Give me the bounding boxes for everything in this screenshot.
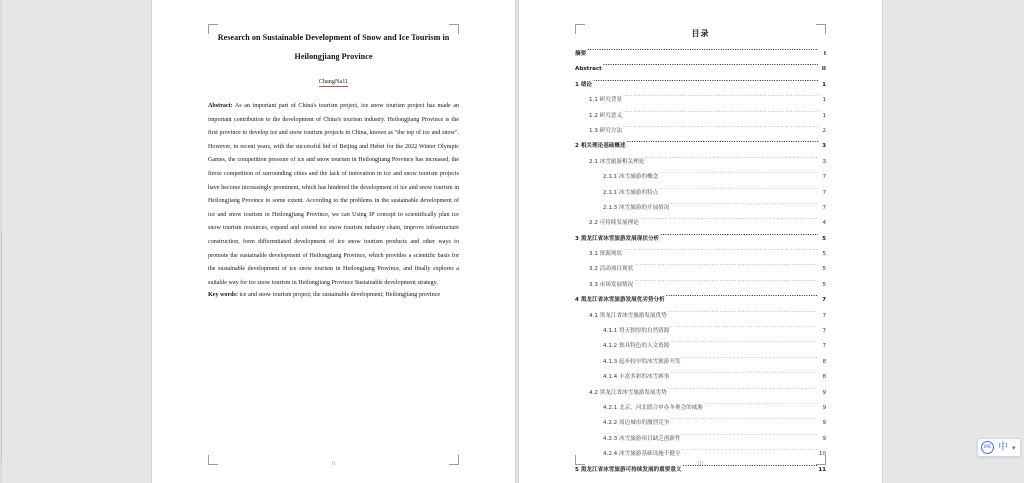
toc-entry-page-number: 8 bbox=[822, 374, 826, 381]
toc-leader-dots bbox=[645, 157, 818, 163]
toc-entry-label: 3.1 资源现状 bbox=[589, 251, 623, 258]
ime-floating-bar[interactable] bbox=[977, 438, 1021, 457]
toc-entry-page-number: 10 bbox=[818, 451, 826, 458]
toc-leader-dots bbox=[623, 126, 818, 132]
toc-entry-label: 2.2 可持续发展理论 bbox=[589, 220, 639, 227]
toc-leader-dots bbox=[670, 203, 818, 209]
toc-leader-dots bbox=[603, 64, 818, 70]
toc-leader-dots bbox=[623, 95, 818, 101]
toc-entry[interactable] bbox=[575, 357, 826, 367]
toc-leader-dots bbox=[640, 218, 818, 224]
toc-leader-dots bbox=[670, 341, 818, 347]
author-name: ChangNa11 bbox=[318, 78, 349, 85]
toc-entry[interactable] bbox=[575, 188, 826, 198]
toc-heading: 目录 bbox=[691, 29, 710, 38]
toc-entry-label: 4.1.4 丰富多彩的冰雪赛事 bbox=[603, 374, 670, 381]
toc-entry[interactable] bbox=[575, 141, 826, 151]
document-page-left[interactable] bbox=[152, 0, 515, 483]
toc-leader-dots bbox=[659, 188, 818, 194]
ime-language-mode-toggle[interactable]: 中 bbox=[998, 441, 1008, 453]
toc-entry[interactable] bbox=[575, 64, 826, 74]
toc-leader-dots bbox=[660, 234, 818, 240]
toc-entry-page-number: 3 bbox=[822, 143, 826, 150]
toc-entry-page-number: 1 bbox=[822, 112, 826, 119]
toc-entry-page-number: 9 bbox=[822, 435, 826, 442]
toc-entry-label: 1.1 研究背景 bbox=[589, 97, 623, 104]
toc-entry[interactable] bbox=[575, 341, 826, 351]
toc-entry[interactable] bbox=[575, 80, 826, 90]
toc-entry[interactable] bbox=[575, 388, 826, 398]
toc-entry[interactable] bbox=[575, 326, 826, 336]
toc-entry-label: 3.2 活动项目现状 bbox=[589, 266, 634, 273]
paper-author bbox=[208, 78, 459, 85]
toc-entry-page-number: 9 bbox=[822, 404, 826, 411]
toc-entry-label: 2.1.1 冰雪旅游的概念 bbox=[603, 174, 659, 181]
toc-entry[interactable] bbox=[575, 295, 826, 305]
toc-leader-dots bbox=[668, 311, 818, 317]
toc-leader-dots bbox=[634, 264, 818, 270]
page-left-body bbox=[208, 28, 459, 302]
toc-leader-dots bbox=[668, 388, 818, 394]
toc-entry[interactable] bbox=[575, 157, 826, 167]
toc-entry-label: 4.1.1 得天独厚的自然资源 bbox=[603, 328, 670, 335]
toc-entry[interactable] bbox=[575, 434, 826, 444]
toc-leader-dots bbox=[623, 111, 818, 117]
toc-leader-dots bbox=[593, 80, 818, 86]
toc-leader-dots bbox=[587, 49, 818, 55]
toc-entry[interactable] bbox=[575, 234, 826, 244]
toc-entry-page-number: 1 bbox=[822, 97, 826, 104]
toc-entry-page-number: 9 bbox=[822, 420, 826, 427]
toc-leader-dots bbox=[670, 326, 818, 332]
toc-entry-label: 4.1.3 起步较早的冰雪旅游开发 bbox=[603, 358, 681, 365]
toc-entry[interactable] bbox=[575, 418, 826, 428]
toc-entry[interactable] bbox=[575, 311, 826, 321]
toc-entry-page-number: 5 bbox=[822, 235, 826, 242]
toc-entry[interactable] bbox=[575, 203, 826, 213]
toc-leader-dots bbox=[682, 357, 818, 363]
toc-entry-page-number: 7 bbox=[822, 343, 826, 350]
toc-leader-dots bbox=[666, 295, 818, 301]
toc-entry[interactable] bbox=[575, 249, 826, 259]
toc-entry-label: 4.2 黑龙江省冰雪旅游发展劣势 bbox=[589, 389, 667, 396]
toc-entry[interactable] bbox=[575, 126, 826, 136]
toc-entry-page-number: 2 bbox=[822, 127, 826, 134]
toc-entry[interactable] bbox=[575, 111, 826, 121]
left-gutter bbox=[0, 0, 2, 483]
paper-title: Research on Sustainable Development of Snow and Ice Tourism in Heilongjiang Province bbox=[217, 33, 450, 61]
toc-entry-label: 1.2 研究意义 bbox=[589, 112, 623, 119]
toc-entry-label: 4 黑龙江省冰雪旅游发展优劣势分析 bbox=[575, 297, 665, 304]
toc-entry-label: 2.1.1 冰雪旅游的特点 bbox=[603, 189, 659, 196]
toc-entry-page-number: 7 bbox=[822, 204, 826, 211]
toc-leader-dots bbox=[670, 372, 818, 378]
toc-entry-label: 4.1.2 独具特色的人文资源 bbox=[603, 343, 670, 350]
toc-entry-page-number: 3 bbox=[822, 158, 826, 165]
toc-entry[interactable] bbox=[575, 449, 826, 459]
toc-entry-page-number: II bbox=[821, 66, 826, 73]
abstract-label: Abstract: bbox=[208, 103, 233, 109]
toc-entry-page-number: 5 bbox=[822, 251, 826, 258]
toc-leader-dots bbox=[704, 403, 818, 409]
toc-entry-label: 4.1 黑龙江省冰雪旅游发展优势 bbox=[589, 312, 667, 319]
keywords-label: Key words: bbox=[208, 292, 238, 299]
toc-leader-dots bbox=[659, 172, 818, 178]
toc-leader-dots bbox=[623, 249, 818, 255]
toc-entry-label: 1 绪论 bbox=[575, 81, 593, 88]
toc-entry[interactable] bbox=[575, 280, 826, 290]
toc-entry-label: 2.1 冰雪旅游相关理论 bbox=[589, 158, 645, 165]
left-gutter-divider bbox=[1, 232, 2, 462]
toc-entry[interactable] bbox=[575, 218, 826, 228]
toc-entry-label: 2 相关理论基础概述 bbox=[575, 143, 626, 150]
toc-entry-page-number: 11 bbox=[818, 466, 826, 473]
toc-entry-page-number: 8 bbox=[822, 358, 826, 365]
toc-entry-label: Abstract bbox=[575, 66, 602, 73]
toc-entry-label: 4.2.1 北京、河北联合申办冬奥会的威胁 bbox=[603, 404, 703, 411]
toc-entry-page-number: 4 bbox=[822, 220, 826, 227]
toc-entry[interactable] bbox=[575, 264, 826, 274]
document-page-right[interactable] bbox=[519, 0, 882, 483]
toc-entry-page-number: 7 bbox=[822, 297, 826, 304]
abstract-paragraph bbox=[208, 100, 459, 290]
toc-entry-page-number: 5 bbox=[822, 266, 826, 273]
toc-entry-page-number: 7 bbox=[822, 328, 826, 335]
toc-entry[interactable] bbox=[575, 403, 826, 413]
toc-entry-label: 4.2.4 冰雪旅游基础设施不健全 bbox=[603, 451, 681, 458]
toc-entry-label: 2.1.3 冰雪旅游的开展情况 bbox=[603, 204, 670, 211]
toc-entry-label: 3.3 市场发展情况 bbox=[589, 281, 634, 288]
toc-entry[interactable] bbox=[575, 172, 826, 182]
toc-leader-dots bbox=[682, 449, 818, 455]
toc-entry[interactable] bbox=[575, 372, 826, 382]
toc-entry[interactable] bbox=[575, 49, 826, 59]
toc-entry-label: 4.2.3 冰雪旅游项目缺乏创新性 bbox=[603, 435, 681, 442]
toc-leader-dots bbox=[627, 141, 818, 147]
toc-entry-label: 3 黑龙江省冰雪旅游发展现状分析 bbox=[575, 235, 660, 242]
toc-entry-page-number: 7 bbox=[822, 312, 826, 319]
keywords-text: ice and snow tourism project; the sustainable development; Heilongjiang province bbox=[237, 292, 441, 299]
toc-leader-dots bbox=[634, 280, 818, 286]
page-right-footer: III bbox=[697, 461, 704, 467]
toc-leader-dots bbox=[670, 418, 818, 424]
toc-entry-page-number: 9 bbox=[822, 389, 826, 396]
keywords-paragraph bbox=[208, 290, 459, 301]
toc-entry-page-number: I bbox=[823, 51, 826, 57]
toc-entry-page-number: 7 bbox=[822, 174, 826, 181]
abstract-text: As an important part of China's tourism project, ice snow tourism project has made an important contribution to the development of China's tourism industry. Heilongjiang Province is the first province to develop ice and snow tourism projects in China, known as "the top of ice and snow". However, in recent years, with the successful bid of Beijing and Hebei for the 2022 Winter Olympic Games, the competition pressure of ice and snow tourism in Heilongjiang Province has increased, the fierce competition of surrounding cities and the lack of innovation in ice and snow tourism projects have become increasingly prominent, which has hindered the development of ice and snow tourism in Heilongjiang Province to some extent. According to the problems in the sustainable development of ice and snow tourism in Heilongjiang Province, we can Using IP concept to scientifically plan ice snow tourism resources, expand and extend ice snow tourism industry chain, improve infrastructure construction, form differentiated development of ice snow tourism products and other ways to promote the sustainable development of Heilongjiang Province, which provides a scientific basis for the sustainable development of ice snow tourism in Heilongjiang Province, and finally explores a suitable way for ice snow tourism in Heilongjiang Province Sustainable development strategy. bbox=[208, 103, 459, 286]
page-right-body bbox=[575, 28, 826, 480]
toc-entry-label: 1.3 研究方法 bbox=[589, 127, 623, 134]
toc-entry-label: 4.2.2 周边城市的激烈竞争 bbox=[603, 420, 670, 427]
page-left-footer: II bbox=[331, 461, 336, 467]
toc-entry-page-number: 5 bbox=[822, 281, 826, 288]
ime-logo-icon[interactable]: IME bbox=[981, 441, 994, 454]
toc-entry-page-number: 7 bbox=[822, 189, 826, 196]
toc-leader-dots bbox=[682, 434, 818, 440]
table-of-contents bbox=[575, 49, 826, 475]
toc-entry-label: 5 黑龙江省冰雪旅游可持续发展的重要意义 bbox=[575, 466, 682, 473]
chevron-down-icon[interactable]: ▾ bbox=[1012, 443, 1016, 452]
toc-entry[interactable] bbox=[575, 95, 826, 105]
toc-entry-label: 摘要 bbox=[575, 51, 587, 57]
toc-entry-page-number: 1 bbox=[822, 81, 826, 88]
